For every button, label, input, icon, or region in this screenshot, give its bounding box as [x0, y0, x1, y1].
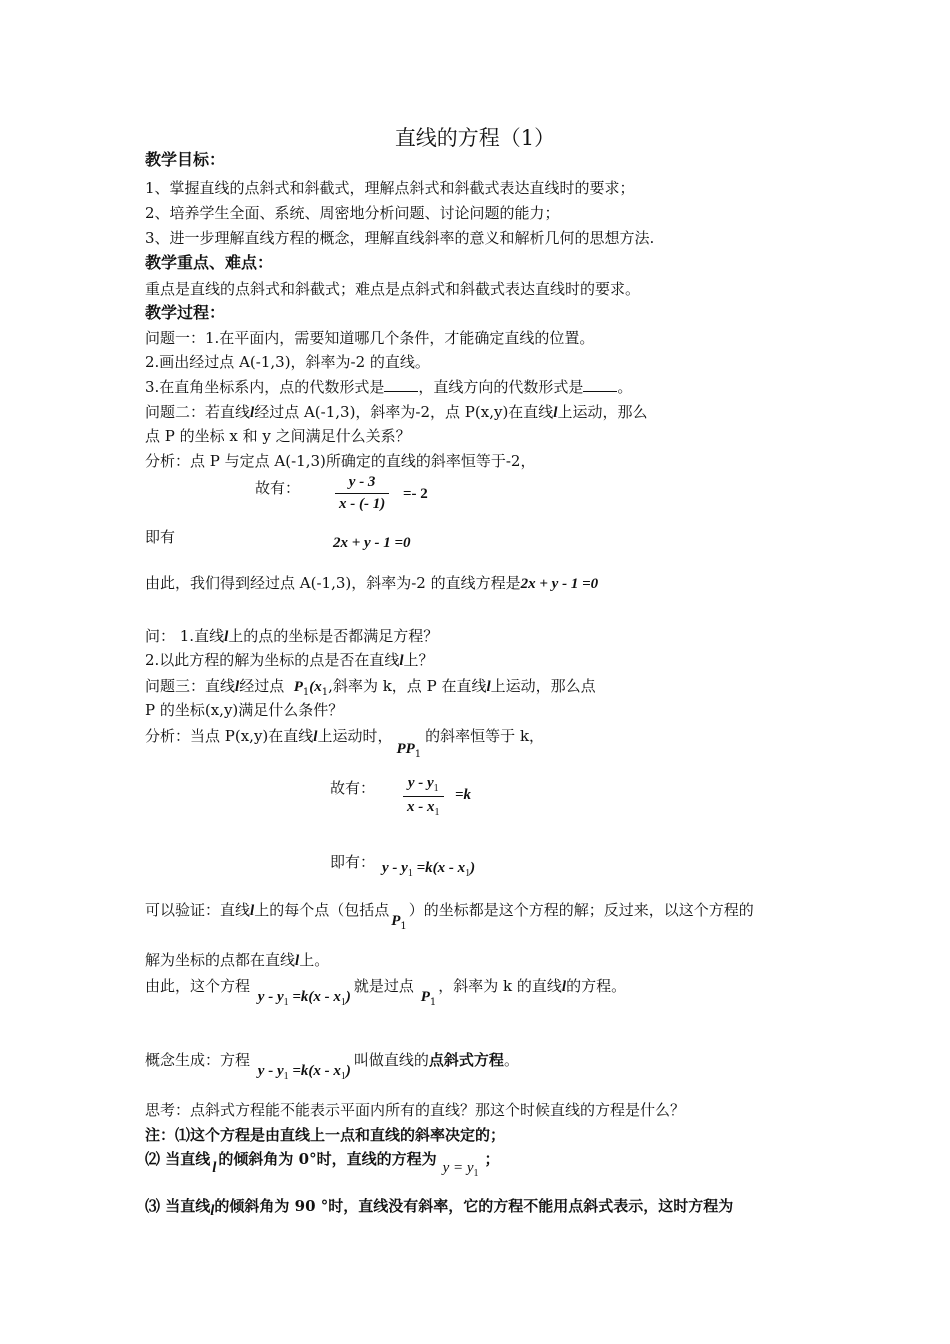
goal-item: 3、进一步理解直线方程的概念，理解直线斜率的意义和解析几何的思想方法.: [145, 229, 655, 247]
key-heading: 教学重点、难点：: [145, 253, 274, 272]
question-three-cont: P 的坐标(x,y)满足什么条件？: [145, 701, 344, 719]
fill-blank: [583, 377, 617, 392]
eq1-rhs: =- 2: [403, 486, 428, 502]
process-heading: 教学过程：: [145, 303, 226, 322]
think-line: 思考：点斜式方程能不能表示平面内所有的直线？那这个时候直线的方程是什么？: [145, 1101, 686, 1119]
gu-you-label: 故有：: [255, 479, 301, 497]
equation-line: 2x + y - 1 =0: [333, 535, 411, 551]
fraction-eq4: y - $y_1$ x - $x_1$: [403, 775, 444, 818]
question-one-item-2: 2.画出经过点 A(-1,3)，斜率为-2 的直线。: [145, 353, 430, 371]
question-two-cont: 点 P 的坐标 x 和 y 之间满足什么关系？: [145, 427, 411, 445]
verify-line: 可以验证：直线l上的每个点（包括点$P_1$）的坐标都是这个方程的解；反过来，以这个方程的: [145, 901, 754, 932]
verify-line-2: 解为坐标的点都在直线l上。: [145, 951, 330, 969]
ask-one: 问： 1.直线l上的点的坐标是否都满足方程？: [145, 627, 439, 645]
goal-item: 2、培养学生全面、系统、周密地分析问题、讨论问题的能力；: [145, 204, 560, 222]
ji-you-label: 即有: [145, 528, 176, 546]
ji-you-label-2: 即有：: [330, 853, 376, 871]
goals-heading: 教学目标：: [145, 150, 226, 169]
fill-blank: [384, 377, 418, 392]
goal-item: 1、掌握直线的点斜式和斜截式，理解点斜式和斜截式表达直线时的要求；: [145, 179, 635, 197]
question-three: 问题三：直线l经过点 $P_1(x_1$,斜率为 k，点 P 在直线l上运动，那么点: [145, 677, 596, 698]
analysis-one: 分析：点 P 与定点 A(-1,3)所确定的直线的斜率恒等于-2，: [145, 452, 536, 470]
eq4-rhs: =k: [455, 787, 472, 803]
key-text: 重点是直线的点斜式和斜截式；难点是点斜式和斜截式表达直线时的要求。: [145, 280, 641, 298]
question-one-item-3: 3.在直角坐标系内，点的代数形式是 ，直线方向的代数形式是 。: [145, 378, 633, 396]
ask-two: 2.以此方程的解为坐标的点是否在直线l上？: [145, 651, 434, 669]
note-three: ⑶ 当直线l的倾斜角为 90 °时，直线没有斜率，它的方程不能用点斜式表示，这时方程为: [145, 1197, 734, 1219]
gu-you-label-2: 故有：: [330, 779, 376, 797]
question-one: 问题一：1.在平面内，需要知道哪几个条件，才能确定直线的位置。: [145, 329, 595, 347]
note-one: 注：⑴这个方程是由直线上一点和直线的斜率决定的；: [145, 1126, 506, 1144]
concept-line: 概念生成：方程 $y - y_1 =k(x - x_1)$叫做直线的点斜式方程。: [145, 1051, 519, 1082]
fraction-eq1: y - 3 x - (- 1): [335, 474, 389, 513]
document-title: 直线的方程（1）: [394, 126, 556, 150]
thus-line: 由此，这个方程 $y - y_1 =k(x - x_1)$就是过点 $P_1$，斜率为 k 的直线l的方程。: [145, 977, 627, 1008]
point-slope-equation: $y - y_1 =k(x - x_1)$: [382, 860, 476, 879]
note-two: ⑵ 当直线 l 的倾斜角为 0°时，直线的方程为 $y = y_1$；: [145, 1150, 500, 1179]
question-two: 问题二：若直线l经过点 A(-1,3)，斜率为-2，点 P(x,y)在直线l上运动，那么: [145, 403, 648, 421]
analysis-two: 分析：当点 P(x,y)在直线l上运动时，$PP_1$的斜率恒等于 k，: [145, 727, 545, 760]
conclusion-one: 由此，我们得到经过点 A(-1,3)，斜率为-2 的直线方程是2x + y - 1 =0: [145, 574, 599, 592]
